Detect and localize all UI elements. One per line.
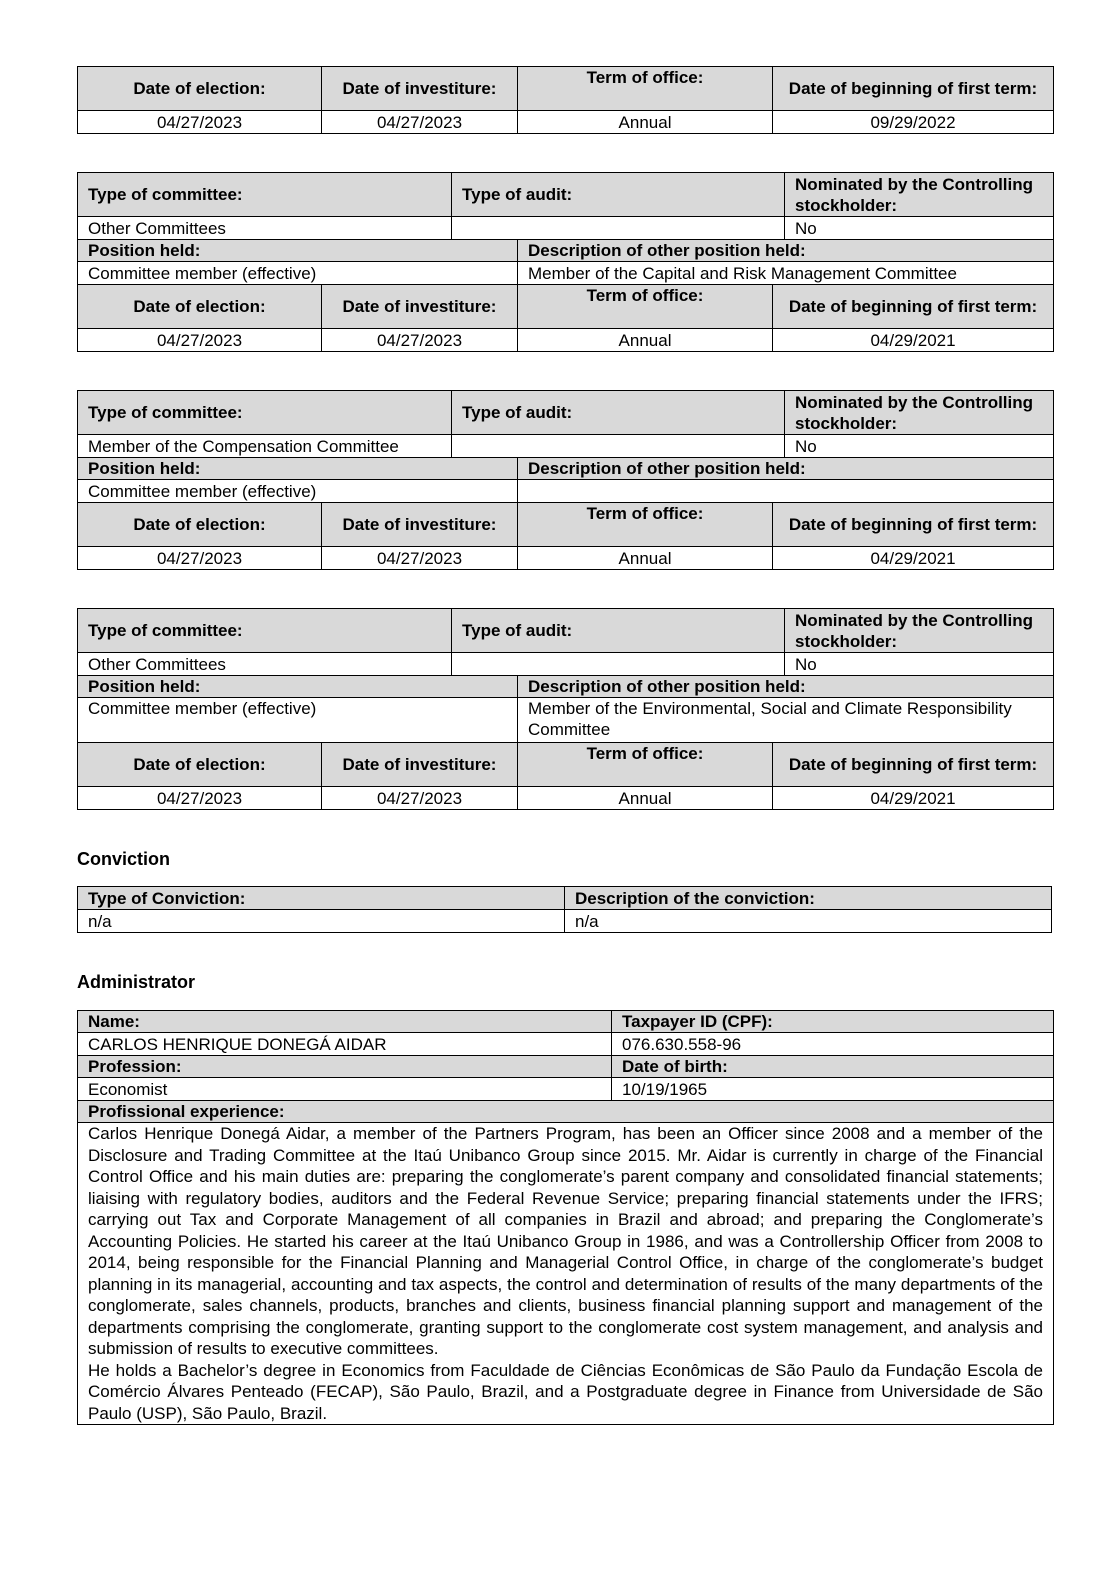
term-of-office-value: Annual bbox=[518, 329, 773, 352]
term-of-office-label: Term of office: bbox=[518, 503, 773, 547]
type-of-committee-label: Type of committee: bbox=[78, 609, 452, 653]
position-held-label: Position held: bbox=[78, 458, 518, 480]
date-of-investiture-label: Date of investiture: bbox=[322, 67, 518, 111]
date-of-election-value: 04/27/2023 bbox=[78, 787, 322, 810]
date-of-investiture-label: Date of investiture: bbox=[322, 285, 518, 329]
type-of-audit-value bbox=[452, 217, 785, 240]
nominated-label: Nominated by the Controlling stockholder: bbox=[785, 173, 1054, 217]
date-of-beginning-value: 09/29/2022 bbox=[773, 111, 1054, 134]
conviction-description-value: n/a bbox=[565, 910, 1052, 933]
date-of-investiture-label: Date of investiture: bbox=[322, 503, 518, 547]
committee-table bbox=[77, 608, 1054, 810]
nominated-label: Nominated by the Controlling stockholder: bbox=[785, 609, 1054, 653]
date-of-beginning-label: Date of beginning of first term: bbox=[773, 285, 1054, 329]
type-of-audit-value bbox=[452, 435, 785, 458]
type-of-audit-label: Type of audit: bbox=[452, 609, 785, 653]
conviction-type-label: Type of Conviction: bbox=[78, 887, 565, 910]
date-of-election-value: 04/27/2023 bbox=[78, 547, 322, 570]
date-of-election-label: Date of election: bbox=[78, 743, 322, 787]
term-of-office-label: Term of office: bbox=[518, 743, 773, 787]
date-of-election-value: 04/27/2023 bbox=[78, 329, 322, 352]
conviction-table bbox=[77, 886, 1052, 933]
description-other-label: Description of other position held: bbox=[518, 458, 1054, 480]
cpf-label: Taxpayer ID (CPF): bbox=[612, 1011, 1054, 1033]
date-of-election-label: Date of election: bbox=[78, 67, 322, 111]
date-of-investiture-value: 04/27/2023 bbox=[322, 787, 518, 810]
date-of-election-label: Date of election: bbox=[78, 285, 322, 329]
birth-value: 10/19/1965 bbox=[612, 1078, 1054, 1101]
date-of-beginning-label: Date of beginning of first term: bbox=[773, 743, 1054, 787]
description-other-value: Member of the Environmental, Social and Climate Responsibility Committee bbox=[518, 698, 1054, 743]
date-of-investiture-label: Date of investiture: bbox=[322, 743, 518, 787]
type-of-audit-label: Type of audit: bbox=[452, 173, 785, 217]
date-of-election-label: Date of election: bbox=[78, 503, 322, 547]
nominated-value: No bbox=[785, 217, 1054, 240]
position-held-label: Position held: bbox=[78, 240, 518, 262]
description-other-label: Description of other position held: bbox=[518, 676, 1054, 698]
conviction-type-value: n/a bbox=[78, 910, 565, 933]
date-of-investiture-value: 04/27/2023 bbox=[322, 329, 518, 352]
term-of-office-value: Annual bbox=[518, 547, 773, 570]
type-of-committee-value: Other Committees bbox=[78, 217, 452, 240]
term-table bbox=[77, 66, 1054, 134]
date-of-investiture-value: 04/27/2023 bbox=[322, 547, 518, 570]
type-of-audit-label: Type of audit: bbox=[452, 391, 785, 435]
committee-table bbox=[77, 172, 1054, 352]
profession-value: Economist bbox=[78, 1078, 612, 1101]
position-held-value: Committee member (effective) bbox=[78, 480, 518, 503]
type-of-committee-value: Other Committees bbox=[78, 653, 452, 676]
experience-text bbox=[78, 1123, 1054, 1425]
date-of-beginning-label: Date of beginning of first term: bbox=[773, 67, 1054, 111]
experience-paragraph: He holds a Bachelor’s degree in Economics from Faculdade de Ciências Econômicas de São Paulo da Fundação Escola de Comércio Álvares Penteado (FECAP), São Paulo, Brazil, and a Postgraduate degree in Finance from Universidade de São Paulo (USP), São Paulo, Brazil. bbox=[88, 1360, 1043, 1423]
name-label: Name: bbox=[78, 1011, 612, 1033]
date-of-beginning-value: 04/29/2021 bbox=[773, 787, 1054, 810]
name-value: CARLOS HENRIQUE DONEGÁ AIDAR bbox=[78, 1033, 612, 1056]
type-of-audit-value bbox=[452, 653, 785, 676]
birth-label: Date of birth: bbox=[612, 1056, 1054, 1078]
date-of-beginning-value: 04/29/2021 bbox=[773, 329, 1054, 352]
term-of-office-label: Term of office: bbox=[518, 285, 773, 329]
experience-label: Profissional experience: bbox=[78, 1101, 1054, 1123]
cpf-value: 076.630.558-96 bbox=[612, 1033, 1054, 1056]
term-of-office-label: Term of office: bbox=[518, 67, 773, 111]
position-held-label: Position held: bbox=[78, 676, 518, 698]
term-of-office-value: Annual bbox=[518, 111, 773, 134]
administrator-table bbox=[77, 1010, 1054, 1425]
position-held-value: Committee member (effective) bbox=[78, 262, 518, 285]
type-of-committee-label: Type of committee: bbox=[78, 391, 452, 435]
administrator-heading: Administrator bbox=[77, 972, 196, 992]
description-other-label: Description of other position held: bbox=[518, 240, 1054, 262]
date-of-beginning-value: 04/29/2021 bbox=[773, 547, 1054, 570]
position-held-value: Committee member (effective) bbox=[78, 698, 518, 743]
term-of-office-value: Annual bbox=[518, 787, 773, 810]
date-of-beginning-label: Date of beginning of first term: bbox=[773, 503, 1054, 547]
conviction-description-label: Description of the conviction: bbox=[565, 887, 1052, 910]
committee-table bbox=[77, 390, 1054, 570]
type-of-committee-value: Member of the Compensation Committee bbox=[78, 435, 452, 458]
nominated-value: No bbox=[785, 435, 1054, 458]
date-of-election-value: 04/27/2023 bbox=[78, 111, 322, 134]
nominated-value: No bbox=[785, 653, 1054, 676]
type-of-committee-label: Type of committee: bbox=[78, 173, 452, 217]
description-other-value: Member of the Capital and Risk Management Committee bbox=[518, 262, 1054, 285]
experience-paragraph: Carlos Henrique Donegá Aidar, a member of the Partners Program, has been an Officer since 2008 and a member of the Disclosure and Trading Committee at the Itaú Unibanco Group since 2015. Mr. Aidar is currently in charge of the Financial Control Office and his main duties are: preparing the conglomerate’s parent company and consolidated financial statements; liaising with regulatory bodies, auditors and the Federal Revenue Service; preparing financial statements under the IFRS; carrying out Tax and Corporate Management of all companies in Brazil and abroad; and preparing the Conglomerate’s Accounting Policies. He started his career at the Itaú Unibanco Group in 1986, and was a Controllership Officer from 2008 to 2014, being responsible for the Financial Planning and Managerial Control Office, in charge of the conglomerate’s budget planning in its managerial, accounting and tax aspects, the control and determination of results of the many departments of the conglomerate, sales channels, products, branches and clients, business financial planning support and management of the departments comprising the conglomerate, granting support to the conglomerate cost system management, and analysis and submission of results to executive committees. bbox=[88, 1124, 1043, 1358]
description-other-value bbox=[518, 480, 1054, 503]
profession-label: Profession: bbox=[78, 1056, 612, 1078]
conviction-heading: Conviction bbox=[77, 849, 170, 869]
date-of-investiture-value: 04/27/2023 bbox=[322, 111, 518, 134]
nominated-label: Nominated by the Controlling stockholder: bbox=[785, 391, 1054, 435]
